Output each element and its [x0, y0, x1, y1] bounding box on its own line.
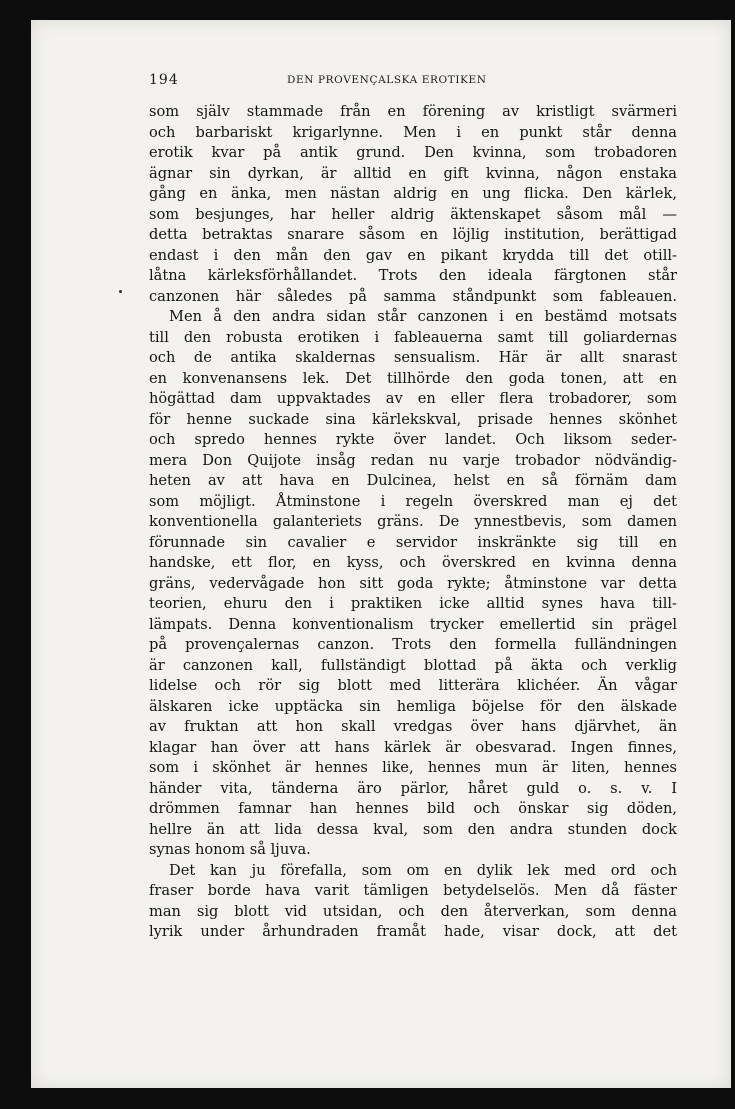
text-line: handske, ett flor, en kyss, och överskred en kvinna denna — [149, 554, 677, 571]
text-line: heten av att hava en Dulcinea, helst en så förnäm dam — [149, 472, 677, 489]
paragraph-end-line: synas honom så ljuva. — [149, 841, 311, 858]
running-head: DEN PROVENÇALSKA EROTIKEN — [287, 74, 487, 86]
margin-mark — [119, 290, 122, 293]
text-line: älskaren icke upptäcka sin hemliga böjelse för den älskade — [149, 697, 677, 715]
text-line: konventionella galanteriets gräns. De ynnestbevis, som damen — [149, 513, 677, 530]
text-line: för henne suckade sina kärlekskval, prisade hennes skönhet — [149, 410, 677, 428]
text-line: på provençalernas canzon. Trots den formella fulländningen — [149, 636, 677, 653]
page-number: 194 — [149, 72, 179, 88]
text-line: lyrik under århundraden framåt hade, visar dock, att det — [149, 923, 677, 940]
text-line: hellre än att lida dessa kval, som den andra stunden dock — [149, 820, 677, 838]
text-line: erotik kvar på antik grund. Den kvinna, som trobadoren — [149, 144, 677, 161]
paragraph-start-line: Men å den andra sidan står canzonen i en bestämd motsats — [169, 308, 677, 325]
text-line: fraser borde hava varit tämligen betydelselös. Men då fäster — [149, 882, 677, 899]
text-line: händer vita, tänderna äro pärlor, håret guld o. s. v. I — [149, 779, 677, 797]
text-line: till den robusta erotiken i fableauerna samt till goliardernas — [149, 328, 677, 346]
text-line: som i skönhet är hennes like, hennes mun är liten, hennes — [149, 759, 677, 776]
text-line: drömmen famnar han hennes bild och önskar sig döden, — [149, 800, 677, 817]
text-line: som möjligt. Åtminstone i regeln överskred man ej det — [149, 492, 677, 510]
text-line: gräns, vedervågade hon sitt goda rykte; åtminstone var detta — [149, 574, 677, 592]
text-line: och de antika skaldernas sensualism. Här är allt snarast — [149, 349, 677, 366]
text-line: endast i den mån den gav en pikant krydda till det otill- — [149, 246, 677, 264]
text-line: klagar han över att hans kärlek är obesvarad. Ingen finnes, — [149, 738, 677, 756]
body-text — [149, 102, 677, 943]
text-line: detta betraktas snarare såsom en löjlig institution, berättigad — [149, 226, 677, 243]
text-line: förunnade sin cavalier e servidor inskränkte sig till en — [149, 533, 677, 551]
text-line: lidelse och rör sig blott med litterära klichéer. Än vågar — [149, 677, 677, 694]
text-line: av fruktan att hon skall vredgas över hans djärvhet, än — [149, 718, 677, 735]
text-line: och barbariskt krigarlynne. Men i en punkt står denna — [149, 123, 677, 141]
text-line: ägnar sin dyrkan, är alltid en gift kvinna, någon enstaka — [149, 164, 677, 182]
text-line: och spredo hennes rykte över landet. Och liksom seder- — [149, 431, 677, 448]
text-line: som besjunges, har heller aldrig äktenskapet såsom mål — — [149, 205, 677, 223]
text-line: en konvenansens lek. Det tillhörde den goda tonen, att en — [149, 369, 677, 387]
text-line: lämpats. Denna konventionalism trycker emellertid sin prägel — [149, 615, 677, 633]
text-line: högättad dam uppvaktades av en eller flera trobadorer, som — [149, 390, 677, 407]
text-line: canzonen här således på samma ståndpunkt som fableauen. — [149, 287, 677, 305]
text-line: är canzonen kall, fullständigt blottad på äkta och verklig — [149, 656, 677, 674]
text-line: som själv stammade från en förening av kristligt svärmeri — [149, 103, 677, 120]
paragraph-start-line: Det kan ju förefalla, som om en dylik lek med ord och — [169, 861, 677, 879]
text-line: teorien, ehuru den i praktiken icke alltid synes hava till- — [149, 595, 677, 612]
text-line: man sig blott vid utsidan, och den återverkan, som denna — [149, 902, 677, 920]
text-line: gång en änka, men nästan aldrig en ung flicka. Den kärlek, — [149, 185, 677, 202]
text-line: mera Don Quijote insåg redan nu varje trobador nödvändig- — [149, 451, 677, 469]
text-line: låtna kärleksförhållandet. Trots den ideala färgtonen står — [149, 267, 677, 284]
page-header — [149, 72, 677, 92]
